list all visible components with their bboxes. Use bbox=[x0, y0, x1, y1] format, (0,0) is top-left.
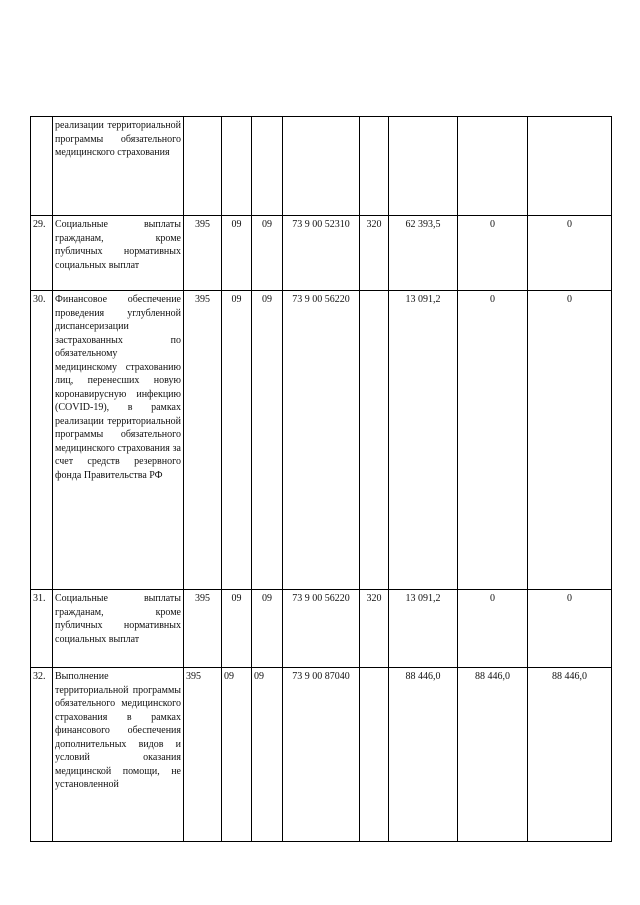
grbs-cell: 395 bbox=[184, 590, 222, 668]
year3-cell: 0 bbox=[528, 590, 612, 668]
vr-cell bbox=[360, 668, 389, 842]
year2-cell: 0 bbox=[458, 216, 528, 291]
rz-cell: 09 bbox=[222, 291, 252, 590]
table-row bbox=[31, 668, 612, 842]
year2-cell: 88 446,0 bbox=[458, 668, 528, 842]
row-number: 31. bbox=[31, 590, 53, 668]
vr-cell: 320 bbox=[360, 590, 389, 668]
row-name-text: Финансовое обеспечение проведения углубленной диспансеризации застрахованных по обязательному медицинскому страхованию лиц, перенесших новую коронавирусную инфекцию (COVID-19), в рамках реализации территориальной программы обязательного медицинского страхования за счет средств резервного фонда Правительства РФ bbox=[55, 294, 181, 481]
rz-cell: 09 bbox=[222, 216, 252, 291]
row-name bbox=[53, 117, 184, 216]
grbs-cell: 395 bbox=[184, 291, 222, 590]
row-name bbox=[53, 216, 184, 291]
year2-cell bbox=[458, 117, 528, 216]
vr-cell bbox=[360, 291, 389, 590]
year1-cell: 88 446,0 bbox=[389, 668, 458, 842]
year3-cell: 0 bbox=[528, 291, 612, 590]
rz-cell bbox=[222, 117, 252, 216]
year1-cell: 62 393,5 bbox=[389, 216, 458, 291]
year2-cell: 0 bbox=[458, 291, 528, 590]
table-row bbox=[31, 117, 612, 216]
table-row bbox=[31, 291, 612, 590]
row-name bbox=[53, 590, 184, 668]
grbs-cell bbox=[184, 117, 222, 216]
rz-cell: 09 bbox=[222, 668, 252, 842]
csr-cell bbox=[283, 117, 360, 216]
row-number: 29. bbox=[31, 216, 53, 291]
row-number bbox=[31, 117, 53, 216]
row-name-text: Социальные выплаты гражданам, кроме публичных нормативных социальных выплат bbox=[55, 593, 181, 645]
year1-cell: 13 091,2 bbox=[389, 291, 458, 590]
pr-cell: 09 bbox=[252, 668, 283, 842]
budget-table bbox=[30, 116, 612, 842]
row-name-text: реализации территориальной программы обязательного медицинского страхования bbox=[55, 120, 181, 158]
pr-cell: 09 bbox=[252, 590, 283, 668]
row-name bbox=[53, 291, 184, 590]
csr-cell: 73 9 00 52310 bbox=[283, 216, 360, 291]
year1-cell: 13 091,2 bbox=[389, 590, 458, 668]
year2-cell: 0 bbox=[458, 590, 528, 668]
pr-cell bbox=[252, 117, 283, 216]
year3-cell bbox=[528, 117, 612, 216]
row-number: 30. bbox=[31, 291, 53, 590]
pr-cell: 09 bbox=[252, 291, 283, 590]
csr-cell: 73 9 00 56220 bbox=[283, 590, 360, 668]
year1-cell bbox=[389, 117, 458, 216]
table-row bbox=[31, 590, 612, 668]
row-number: 32. bbox=[31, 668, 53, 842]
year3-cell: 0 bbox=[528, 216, 612, 291]
table-row bbox=[31, 216, 612, 291]
row-name-text: Выполнение территориальной программы обязательного медицинского страхования в рамках финансового обеспечения дополнительных видов и условий оказания медицинской помощи, не установленной bbox=[55, 671, 181, 790]
grbs-cell: 395 bbox=[184, 216, 222, 291]
grbs-cell: 395 bbox=[184, 668, 222, 842]
pr-cell: 09 bbox=[252, 216, 283, 291]
row-name bbox=[53, 668, 184, 842]
csr-cell: 73 9 00 56220 bbox=[283, 291, 360, 590]
row-name-text: Социальные выплаты гражданам, кроме публичных нормативных социальных выплат bbox=[55, 219, 181, 271]
vr-cell bbox=[360, 117, 389, 216]
vr-cell: 320 bbox=[360, 216, 389, 291]
csr-cell: 73 9 00 87040 bbox=[283, 668, 360, 842]
rz-cell: 09 bbox=[222, 590, 252, 668]
year3-cell: 88 446,0 bbox=[528, 668, 612, 842]
